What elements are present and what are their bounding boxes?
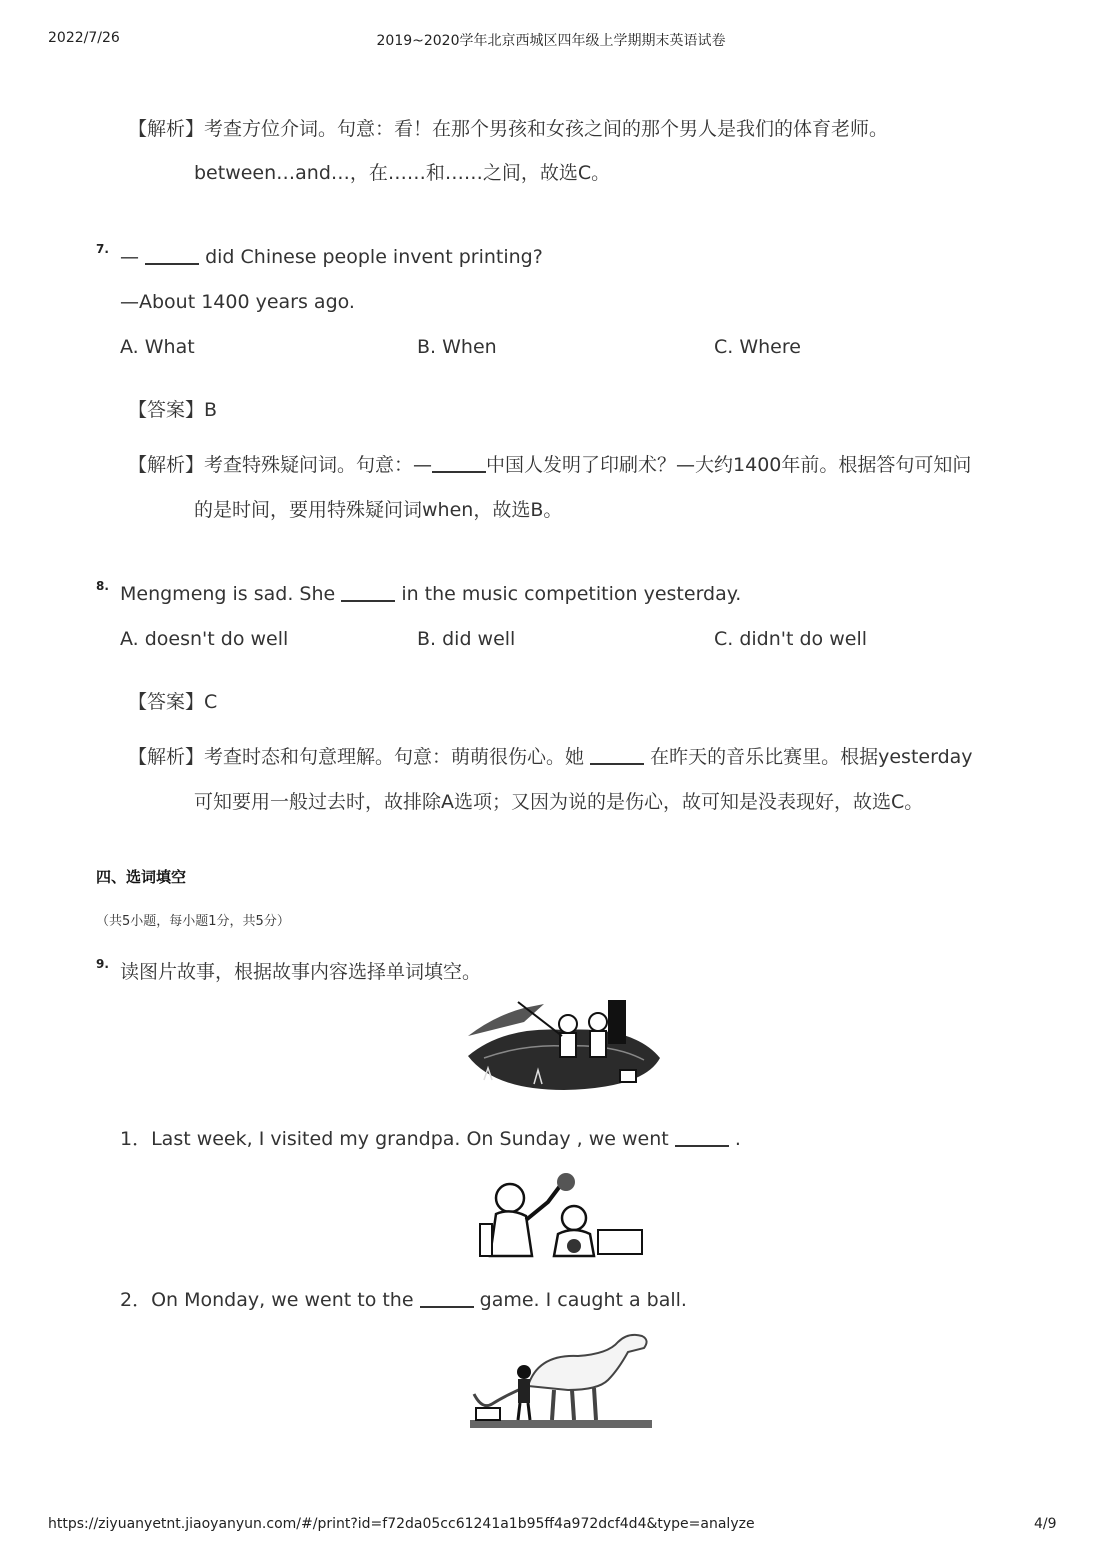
q8-analysis-tag: 【解析】 [128,746,205,768]
q8-analysis [128,744,973,770]
q7-analysis-tag: 【解析】 [128,454,205,476]
q7-option-a: A. What [120,336,195,358]
section-title: 四、选词填空 [96,868,187,886]
q9-sub1-blank [675,1145,729,1147]
q8-answer-value: C [204,691,218,713]
q9-sub1 [120,1126,741,1152]
question-number-7: 7. [96,242,109,256]
q8-option-b: B. did well [417,628,516,650]
q8-question-suffix: in the music competition yesterday. [401,583,742,605]
q7-analysis [128,452,971,478]
q7-response: —About 1400 years ago. [120,291,355,313]
q7-answer-value: B [204,399,218,421]
q6-analysis-line2: between…and…，在……和……之间，故选C。 [194,162,611,184]
q7-analysis-blank [432,471,486,473]
q8-analysis-pre: 考查时态和句意理解。句意：萌萌很伤心。她 [204,746,585,768]
q7-analysis-pre: 考查特殊疑问词。句意：— [204,454,433,476]
q7-analysis-line2: 的是时间，要用特殊疑问词when，故选B。 [194,499,563,521]
q8-answer [128,689,217,715]
q8-analysis-post: 在昨天的音乐比赛里。根据yesterday [650,746,973,768]
q9-instruction: 读图片故事，根据故事内容选择单词填空。 [120,961,482,983]
q8-answer-tag: 【答案】 [128,691,205,713]
question-number-9: 9. [96,957,109,971]
fishing-illustration [464,996,662,1096]
ball-game-illustration [478,1164,654,1258]
print-date: 2022/7/26 [48,30,120,46]
q7-question-prefix: — [120,246,139,268]
q7-answer-tag: 【答案】 [128,399,205,421]
q8-question-prefix: Mengmeng is sad. She [120,583,336,605]
page-number: 4/9 [1034,1516,1057,1532]
q9-sub1-suffix: . [734,1128,741,1150]
q8-option-a: A. doesn't do well [120,628,289,650]
q7-option-b: B. When [417,336,497,358]
q7-option-c: C. Where [714,336,801,358]
page-title: 2019~2020学年北京西城区四年级上学期期末英语试卷 [376,33,726,49]
q8-option-c: C. didn't do well [714,628,868,650]
q7-answer [128,397,217,423]
q6-analysis-text: 考查方位介词。句意：看！在那个男孩和女孩之间的那个男人是我们的体育老师。 [204,118,889,140]
dinosaur-illustration [468,1324,654,1432]
q7-question-suffix: did Chinese people invent printing? [205,246,543,268]
q8-analysis-line2: 可知要用一般过去时，故排除A选项；又因为说的是伤心，故可知是没表现好，故选C。 [194,791,924,813]
q7-blank [145,263,199,265]
q8-analysis-blank [590,763,644,765]
q6-analysis [128,116,888,142]
q8-blank [341,600,395,602]
q7-question [120,244,543,270]
page-url: https://ziyuanyetnt.jiaoyanyun.com/#/print?id=f72da05cc61241a1b95ff4a972dcf4d4&type=analyze [48,1516,755,1532]
q9-sub2-prefix: 2．On Monday, we went to the [120,1289,414,1311]
section-note: （共5小题，每小题1分，共5分） [96,914,290,929]
q6-analysis-tag: 【解析】 [128,118,205,140]
q9-sub2-suffix: game. I caught a ball. [479,1289,687,1311]
q9-sub2-blank [420,1306,474,1308]
q9-sub2 [120,1287,687,1313]
q9-sub1-prefix: 1．Last week, I visited my grandpa. On Sunday , we went [120,1128,669,1150]
q7-analysis-post: 中国人发明了印刷术？—大约1400年前。根据答句可知问 [486,454,972,476]
q8-question [120,581,741,607]
question-number-8: 8. [96,579,109,593]
